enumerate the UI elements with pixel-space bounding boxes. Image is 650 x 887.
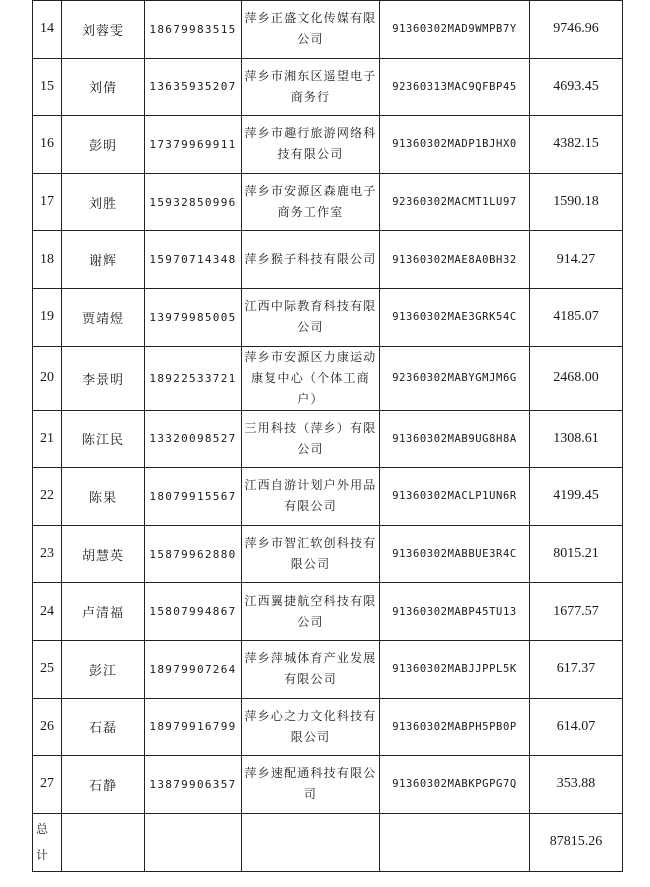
credit-code: 91360302MABBUE3R4C	[380, 525, 530, 583]
phone-number: 18079915567	[145, 468, 242, 526]
recipient-name: 彭江	[62, 640, 145, 698]
company-name: 萍乡市智汇软创科技有限公司	[242, 525, 380, 583]
recipient-name: 刘胜	[62, 173, 145, 231]
row-index: 15	[33, 58, 62, 116]
table-row	[33, 231, 623, 289]
row-index: 17	[33, 173, 62, 231]
phone-number: 17379969911	[145, 116, 242, 174]
row-index: 16	[33, 116, 62, 174]
credit-code: 92360313MAC9QFBP45	[380, 58, 530, 116]
subsidy-amount: 1677.57	[530, 583, 623, 641]
phone-number: 13635935207	[145, 58, 242, 116]
subsidy-amount: 914.27	[530, 231, 623, 289]
total-empty-cell	[380, 813, 530, 871]
recipient-name: 刘倩	[62, 58, 145, 116]
total-empty-cell	[62, 813, 145, 871]
total-label: 总计	[35, 822, 48, 863]
total-empty-cell	[145, 813, 242, 871]
row-index: 24	[33, 583, 62, 641]
company-name: 江西翼捷航空科技有限公司	[242, 583, 380, 641]
total-empty-cell	[242, 813, 380, 871]
row-index: 22	[33, 468, 62, 526]
row-index: 18	[33, 231, 62, 289]
table-row	[33, 346, 623, 410]
table-row	[33, 468, 623, 526]
recipient-name: 陈果	[62, 468, 145, 526]
credit-code: 91360302MACLP1UN6R	[380, 468, 530, 526]
subsidy-amount: 1308.61	[530, 410, 623, 468]
company-name: 江西中际教育科技有限公司	[242, 288, 380, 346]
table-row	[33, 288, 623, 346]
row-index: 27	[33, 756, 62, 814]
table-row	[33, 525, 623, 583]
company-name: 萍乡速配通科技有限公司	[242, 756, 380, 814]
recipient-name: 卢清福	[62, 583, 145, 641]
total-row	[33, 813, 623, 871]
row-index: 26	[33, 698, 62, 756]
recipient-name: 李景明	[62, 346, 145, 410]
table-row	[33, 116, 623, 174]
subsidy-amount: 617.37	[530, 640, 623, 698]
subsidy-amount: 353.88	[530, 756, 623, 814]
credit-code: 91360302MABKPGPG7Q	[380, 756, 530, 814]
subsidy-amount: 4693.45	[530, 58, 623, 116]
subsidy-amount: 4185.07	[530, 288, 623, 346]
credit-code: 92360302MACMT1LU97	[380, 173, 530, 231]
recipient-name: 谢辉	[62, 231, 145, 289]
row-index: 19	[33, 288, 62, 346]
table-row	[33, 583, 623, 641]
table-row	[33, 698, 623, 756]
row-index: 23	[33, 525, 62, 583]
recipient-name: 刘蓉雯	[62, 1, 145, 59]
subsidy-amount: 2468.00	[530, 346, 623, 410]
recipient-name: 胡慧英	[62, 525, 145, 583]
company-name: 萍乡正盛文化传媒有限公司	[242, 1, 380, 59]
subsidy-amount: 1590.18	[530, 173, 623, 231]
company-name: 萍乡市安源区森鹿电子商务工作室	[242, 173, 380, 231]
subsidy-amount: 8015.21	[530, 525, 623, 583]
table-row	[33, 173, 623, 231]
subsidy-amount: 4199.45	[530, 468, 623, 526]
credit-code: 91360302MABJJPPL5K	[380, 640, 530, 698]
phone-number: 15970714348	[145, 231, 242, 289]
recipient-name: 石静	[62, 756, 145, 814]
company-name: 萍乡市湘东区遥望电子商务行	[242, 58, 380, 116]
phone-number: 15932850996	[145, 173, 242, 231]
table-row	[33, 640, 623, 698]
company-name: 萍乡市趣行旅游网络科技有限公司	[242, 116, 380, 174]
credit-code: 91360302MAE8A0BH32	[380, 231, 530, 289]
phone-number: 13879906357	[145, 756, 242, 814]
row-index: 20	[33, 346, 62, 410]
credit-code: 91360302MABPH5PB0P	[380, 698, 530, 756]
table-row	[33, 58, 623, 116]
phone-number: 18979907264	[145, 640, 242, 698]
phone-number: 15807994867	[145, 583, 242, 641]
recipient-name: 陈江民	[62, 410, 145, 468]
table-row	[33, 410, 623, 468]
table-row	[33, 1, 623, 59]
company-name: 萍乡心之力文化科技有限公司	[242, 698, 380, 756]
total-label-cell	[33, 813, 62, 871]
row-index: 14	[33, 1, 62, 59]
phone-number: 13979985005	[145, 288, 242, 346]
subsidy-amount: 9746.96	[530, 1, 623, 59]
recipient-name: 贾靖煜	[62, 288, 145, 346]
phone-number: 18922533721	[145, 346, 242, 410]
row-index: 25	[33, 640, 62, 698]
recipient-name: 石磊	[62, 698, 145, 756]
subsidy-amount: 4382.15	[530, 116, 623, 174]
company-name: 三用科技（萍乡）有限公司	[242, 410, 380, 468]
credit-code: 91360302MABP45TU13	[380, 583, 530, 641]
phone-number: 18679983515	[145, 1, 242, 59]
phone-number: 15879962880	[145, 525, 242, 583]
row-index: 21	[33, 410, 62, 468]
company-name: 萍乡萍城体育产业发展有限公司	[242, 640, 380, 698]
ledger-body	[33, 1, 623, 872]
phone-number: 18979916799	[145, 698, 242, 756]
subsidy-ledger-table	[32, 0, 623, 872]
credit-code: 91360302MAE3GRK54C	[380, 288, 530, 346]
credit-code: 92360302MABYGMJM6G	[380, 346, 530, 410]
credit-code: 91360302MADP1BJHX0	[380, 116, 530, 174]
company-name: 萍乡猴子科技有限公司	[242, 231, 380, 289]
credit-code: 91360302MAB9UG8H8A	[380, 410, 530, 468]
table-row	[33, 756, 623, 814]
credit-code: 91360302MAD9WMPB7Y	[380, 1, 530, 59]
company-name: 江西自游计划户外用品有限公司	[242, 468, 380, 526]
recipient-name: 彭明	[62, 116, 145, 174]
company-name: 萍乡市安源区力康运动康复中心（个体工商户）	[242, 346, 380, 410]
subsidy-amount: 614.07	[530, 698, 623, 756]
total-amount: 87815.26	[530, 813, 623, 871]
phone-number: 13320098527	[145, 410, 242, 468]
